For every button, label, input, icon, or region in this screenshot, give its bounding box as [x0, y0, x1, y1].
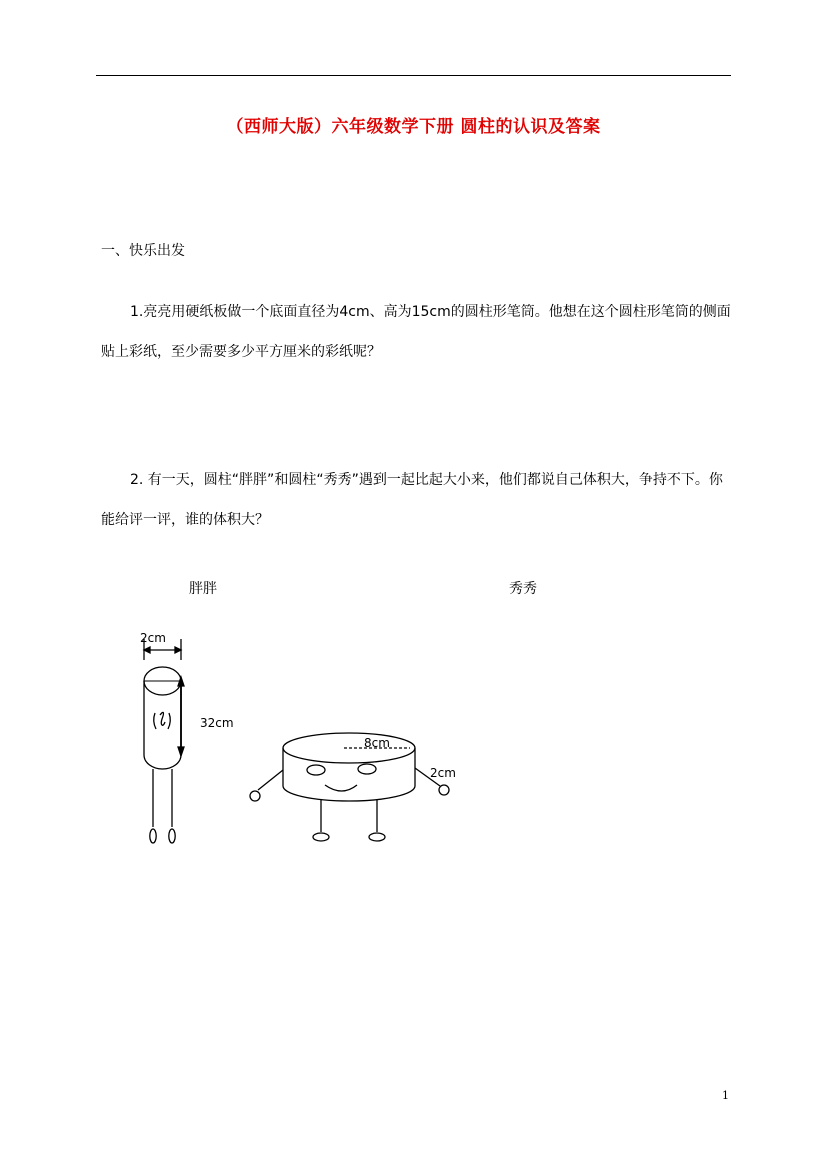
cylinders-figure — [0, 600, 827, 860]
tall-foot-left — [150, 829, 156, 843]
arrowhead-right — [175, 647, 181, 653]
tall-foot-right — [169, 829, 175, 843]
tall-height-label: 32cm — [200, 716, 234, 730]
short-foot-left — [313, 833, 329, 841]
short-foot-right — [369, 833, 385, 841]
page-number: 1 — [722, 1089, 729, 1102]
face-mark-right — [168, 713, 170, 729]
hand-right — [439, 785, 449, 795]
hand-left — [250, 791, 260, 801]
tall-cylinder-character — [144, 639, 184, 843]
face-mark-left — [154, 713, 156, 729]
height-arrowhead-top — [178, 677, 184, 686]
question-1: 1.亮亮用硬纸板做一个底面直径为4cm、高为15cm的圆柱形笔筒。他想在这个圆柱形笔筒的侧面贴上彩纸，至少需要多少平方厘米的彩纸呢？ — [101, 304, 731, 360]
height-arrowhead-bottom — [178, 747, 184, 756]
arrowhead-left — [144, 647, 150, 653]
short-diameter-label: 8cm — [364, 736, 390, 750]
face-mark-mid — [160, 712, 165, 725]
section-heading: 一、快乐出发 — [101, 243, 185, 259]
label-xiuxiu: 秀秀 — [509, 581, 537, 597]
short-cylinder-character — [250, 733, 449, 841]
short-height-label: 2cm — [430, 766, 456, 780]
question-2: 2. 有一天，圆柱“胖胖”和圆柱“秀秀”遇到一起比起大小来，他们都说自己体积大，争持不下。你能给评一评，谁的体积大？ — [101, 472, 723, 528]
header-rule — [96, 75, 731, 76]
short-cylinder-body — [283, 748, 415, 801]
page-title: （西师大版）六年级数学下册 圆柱的认识及答案 — [226, 117, 601, 137]
label-pangpang: 胖胖 — [189, 581, 217, 597]
arm-left — [258, 770, 283, 790]
mouth — [325, 785, 357, 791]
tall-diameter-label: 2cm — [140, 631, 166, 645]
eye-left — [307, 765, 325, 775]
eye-right — [358, 764, 376, 774]
